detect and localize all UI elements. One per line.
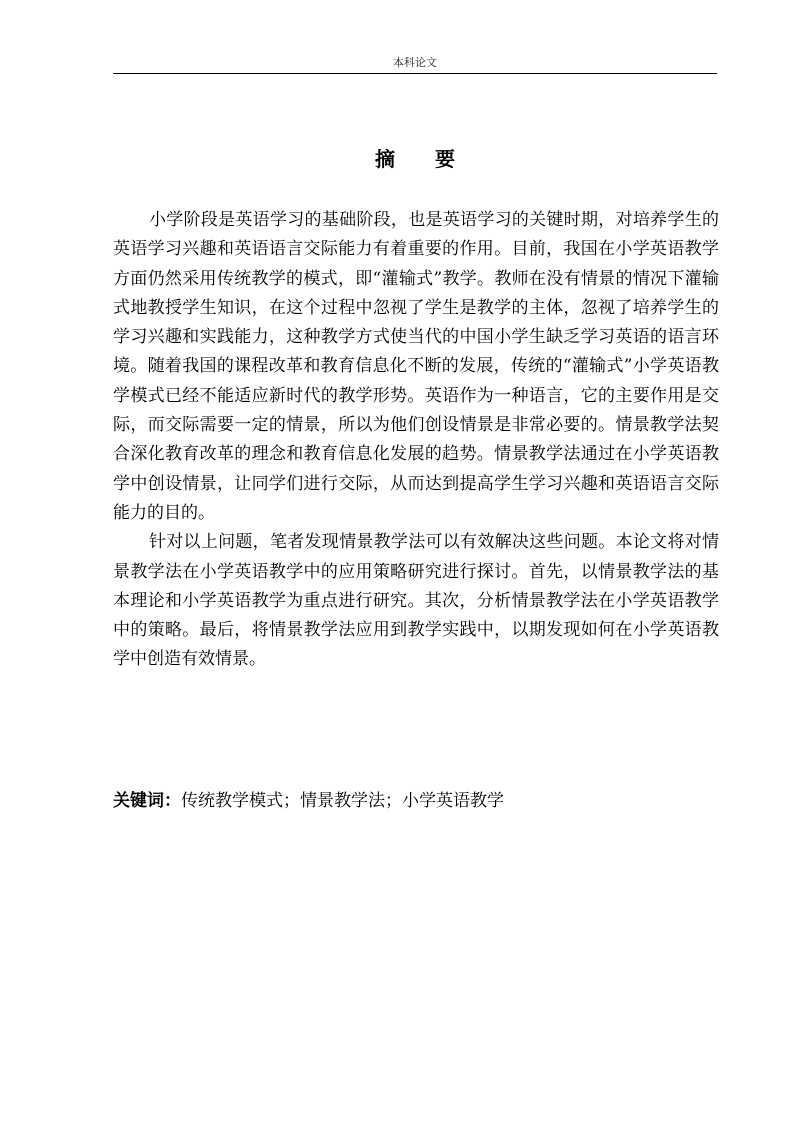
keywords-label: 关键词：: [113, 791, 181, 811]
keywords-line: [113, 787, 719, 815]
abstract-paragraph-1: 小学阶段是英语学习的基础阶段，也是英语学习的关键时期，对培养学生的英语学习兴趣和英语语言交际能力有着重要的作用。目前，我国在小学英语教学方面仍然采用传统教学的模式，即“灌输式”教学。教师在没有情景的情况下灌输式地教授学生知识，在这个过程中忽视了学生是教学的主体，忽视了培养学生的学习兴趣和实践能力，这种教学方式使当代的中国小学生缺乏学习英语的语言环境。随着我国的课程改革和教育信息化不断的发展，传统的“灌输式”小学英语教学模式已经不能适应新时代的教学形势。英语作为一种语言，它的主要作用是交际，而交际需要一定的情景，所以为他们创设情景是非常必要的。情景教学法契合深化教育改革的理念和教育信息化发展的趋势。情景教学法通过在小学英语教学中创设情景，让同学们进行交际，从而达到提高学生学习兴趣和英语语言交际能力的目的。: [113, 210, 719, 523]
abstract-body: [113, 206, 719, 675]
keywords-text: 传统教学模式；情景教学法；小学英语教学: [181, 791, 504, 811]
header-divider: [113, 73, 717, 74]
running-header: 本科论文: [393, 56, 437, 69]
abstract-paragraph-2: 针对以上问题，笔者发现情景教学法可以有效解决这些问题。本论文将对情景教学法在小学英语教学中的应用策略研究进行探讨。首先，以情景教学法的基本理论和小学英语教学为重点进行研究。其次，分析情景教学法在小学英语教学中的策略。最后，将情景教学法应用到教学实践中，以期发现如何在小学英语教学中创造有效情景。: [113, 532, 719, 670]
abstract-title: 摘 要: [375, 147, 455, 171]
